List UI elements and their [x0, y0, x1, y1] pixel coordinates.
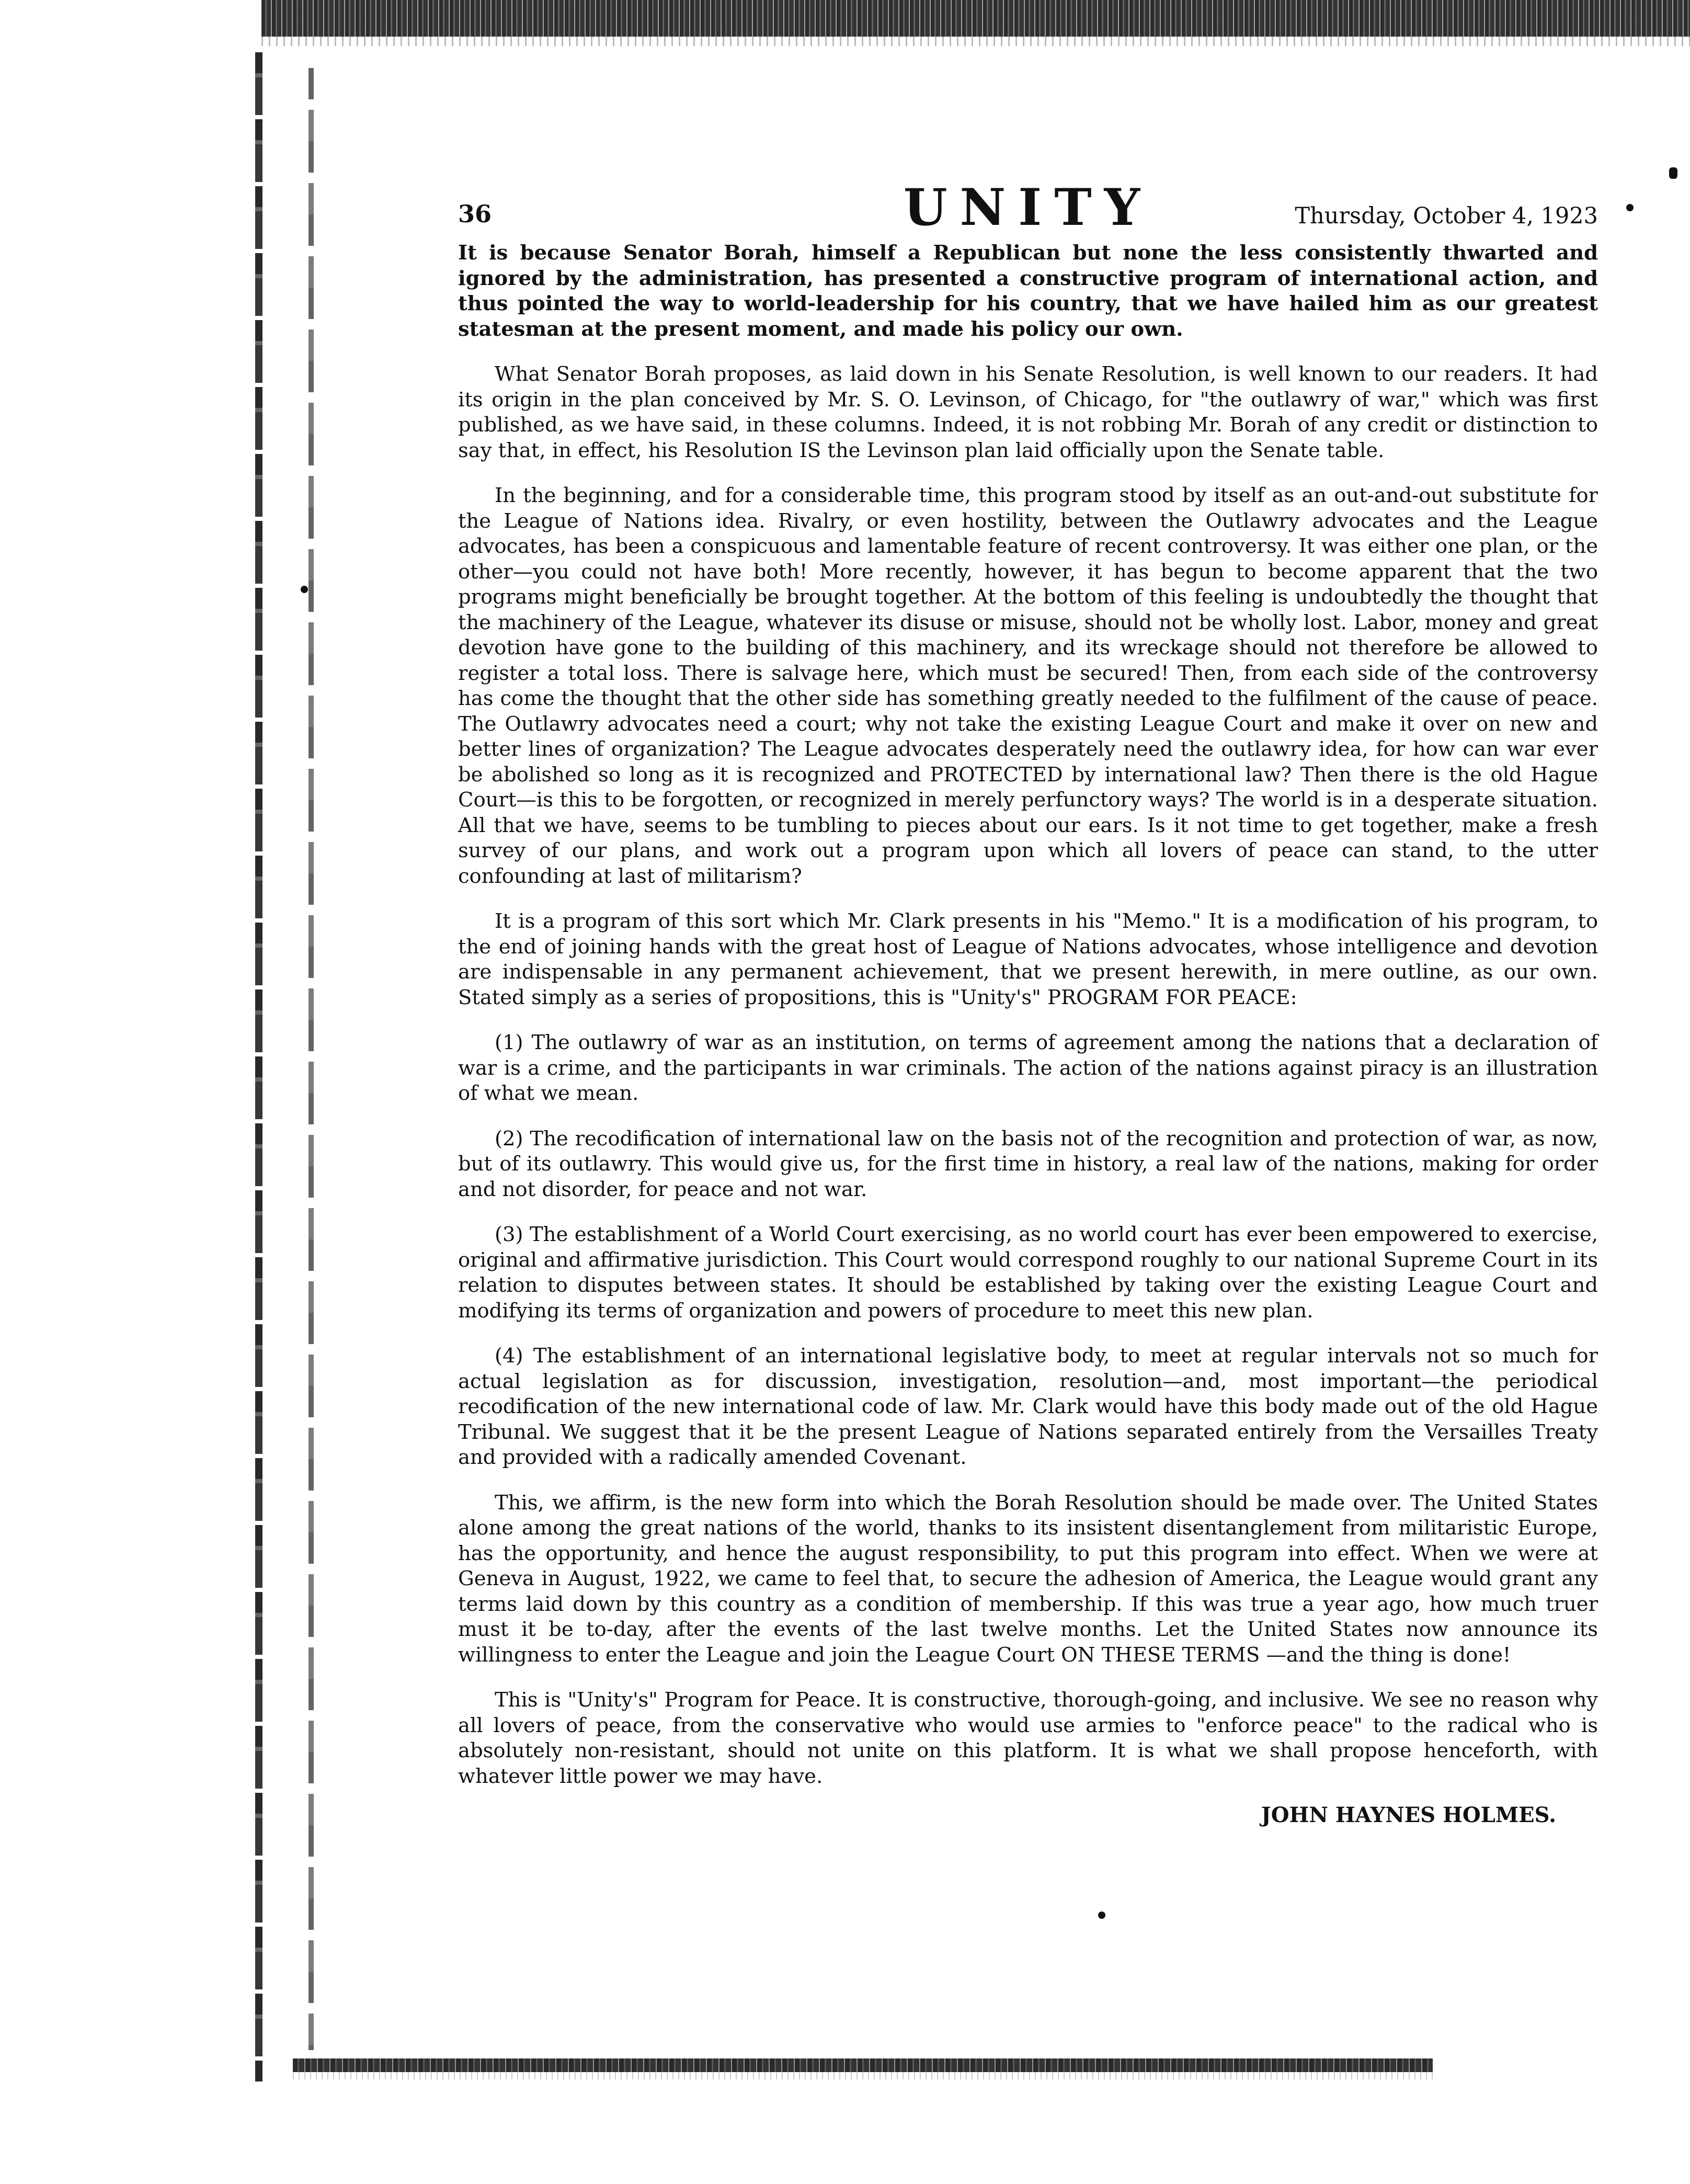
scan-speck [1626, 204, 1634, 211]
program-item-4: (4) The establishment of an international legislative body, to meet at regular intervals not so much for actual legislation as for discussion, investigation, resolution—and, most important—the periodical recodification of the new international code of law. Mr. Clark would have this body made out of the old Hague Tribunal. We suggest that it be the present League of Nations separated entirely from the Versailles Treaty and provided with a radically amended Covenant. [458, 1344, 1598, 1469]
scan-edge-left-inner [309, 68, 314, 2050]
issue-date: Thursday, October 4, 1923 [1295, 203, 1598, 229]
scan-edge-top [261, 0, 1690, 37]
article-paragraph: This is "Unity's" Program for Peace. It is constructive, thorough-going, and inclusive. We see no reason why all lovers of peace, from the conservative who would use armies to "enforce peace" to the radical who is absolutely non-resistant, should not unite on this platform. It is what we shall propose henceforth, with whatever little power we may have. [458, 1688, 1598, 1788]
scan-edge-top-shadow [261, 37, 1690, 46]
article-paragraph: It is because Senator Borah, himself a Republican but none the less consistently thwarted and ignored by the administration, has presented a constructive program of international action, and thus pointed the way to world-leadership for his country, that we have hailed him as our greatest statesman at the present moment, and made his policy our own. [458, 241, 1598, 341]
page-number: 36 [458, 200, 492, 228]
article-paragraph: What Senator Borah proposes, as laid down in his Senate Resolution, is well known to our readers. It had its origin in the plan conceived by Mr. S. O. Levinson, of Chicago, for "the outlawry of war," which was first published, as we have said, in these columns. Indeed, it is not robbing Mr. Borah of any credit or distinction to say that, in effect, his Resolution IS the Levinson plan laid officially upon the Senate table. [458, 362, 1598, 462]
article-paragraph: In the beginning, and for a considerable time, this program stood by itself as an out-and-out substitute for the League of Nations idea. Rivalry, or even hostility, between the Outlawry advocates and the League advocates, has been a conspicuous and lamentable feature of recent controversy. It was either one plan, or the other—you could not have both! More recently, however, it has begun to become apparent that the two programs might beneficially be brought together. At the bottom of this feeling is undoubtedly the thought that the machinery of the League, whatever its disuse or misuse, should not be wholly lost. Labor, money and great devotion have gone to the building of this machinery, and its wreckage should not therefore be allowed to register a total loss. There is salvage here, which must be secured! Then, from each side of the controversy has come the thought that the other side has something greatly needed to the fulfilment of the cause of peace. The Outlawry advocates need a court; why not take the existing League Court and make it over on new and better lines of organization? The League advocates desperately need the outlawry idea, for how can war ever be abolished so long as it is recognized and PROTECTED by international law? Then there is the old Hague Court—is this to be forgotten, or recognized in merely perfunctory ways? The world is in a desperate situation. All that we have, seems to be tumbling to pieces about our ears. Is it not time to get together, make a fresh survey of our plans, and work out a program upon which all lovers of peace can stand, to the utter confounding at last of militarism? [458, 484, 1598, 888]
program-item-2: (2) The recodification of international law on the basis not of the recognition and protection of war, as now, but of its outlawry. This would give us, for the first time in history, a real law of the nations, making for order and not disorder, for peace and not war. [458, 1127, 1598, 1201]
program-item-3: (3) The establishment of a World Court exercising, as no world court has ever been empowered to exercise, original and affirmative jurisdiction. This Court would correspond roughly to our national Supreme Court in its relation to disputes between states. It should be established by taking over the existing League Court and modifying its terms of organization and powers of procedure to meet this new plan. [458, 1223, 1598, 1323]
scan-edge-bottom-shadow [293, 2072, 1433, 2079]
scan-speck [1098, 1912, 1105, 1919]
scan-speck [301, 586, 308, 593]
masthead [458, 178, 1598, 241]
scan-edge-left [255, 52, 262, 2081]
article-paragraph: It is a program of this sort which Mr. Clark presents in his "Memo." It is a modification of his program, to the end of joining hands with the great host of League of Nations advocates, whose intelligence and devotion are indispensable in any permanent achievement, that we present herewith, in mere outline, as our own. Stated simply as a series of propositions, this is "Unity's" PROGRAM FOR PEACE: [458, 909, 1598, 1009]
newspaper-page [458, 178, 1598, 1827]
editorial-article [458, 241, 1598, 1827]
article-paragraph: This, we affirm, is the new form into which the Borah Resolution should be made over. The United States alone among the great nations of the world, thanks to its insistent disentanglement from militaristic Europe, has the opportunity, and hence the august responsibility, to put this program into effect. When we were at Geneva in August, 1922, we came to feel that, to secure the adhesion of America, the League would grant any terms laid down by this country as a condition of membership. If this was true a year ago, how much truer must it be to-day, after the events of the last twelve months. Let the United States now announce its willingness to enter the League and join the League Court ON THESE TERMS —and the thing is done! [458, 1491, 1598, 1667]
scan-speck [1669, 167, 1677, 179]
scan-edge-bottom [293, 2058, 1433, 2072]
author-signature: JOHN HAYNES HOLMES. [1261, 1803, 1556, 1827]
program-item-1: (1) The outlawry of war as an institution, on terms of agreement among the nations that a declaration of war is a crime, and the participants in war criminals. The action of the nations against piracy is an illustration of what we mean. [458, 1031, 1598, 1105]
journal-title: UNITY [903, 178, 1153, 237]
